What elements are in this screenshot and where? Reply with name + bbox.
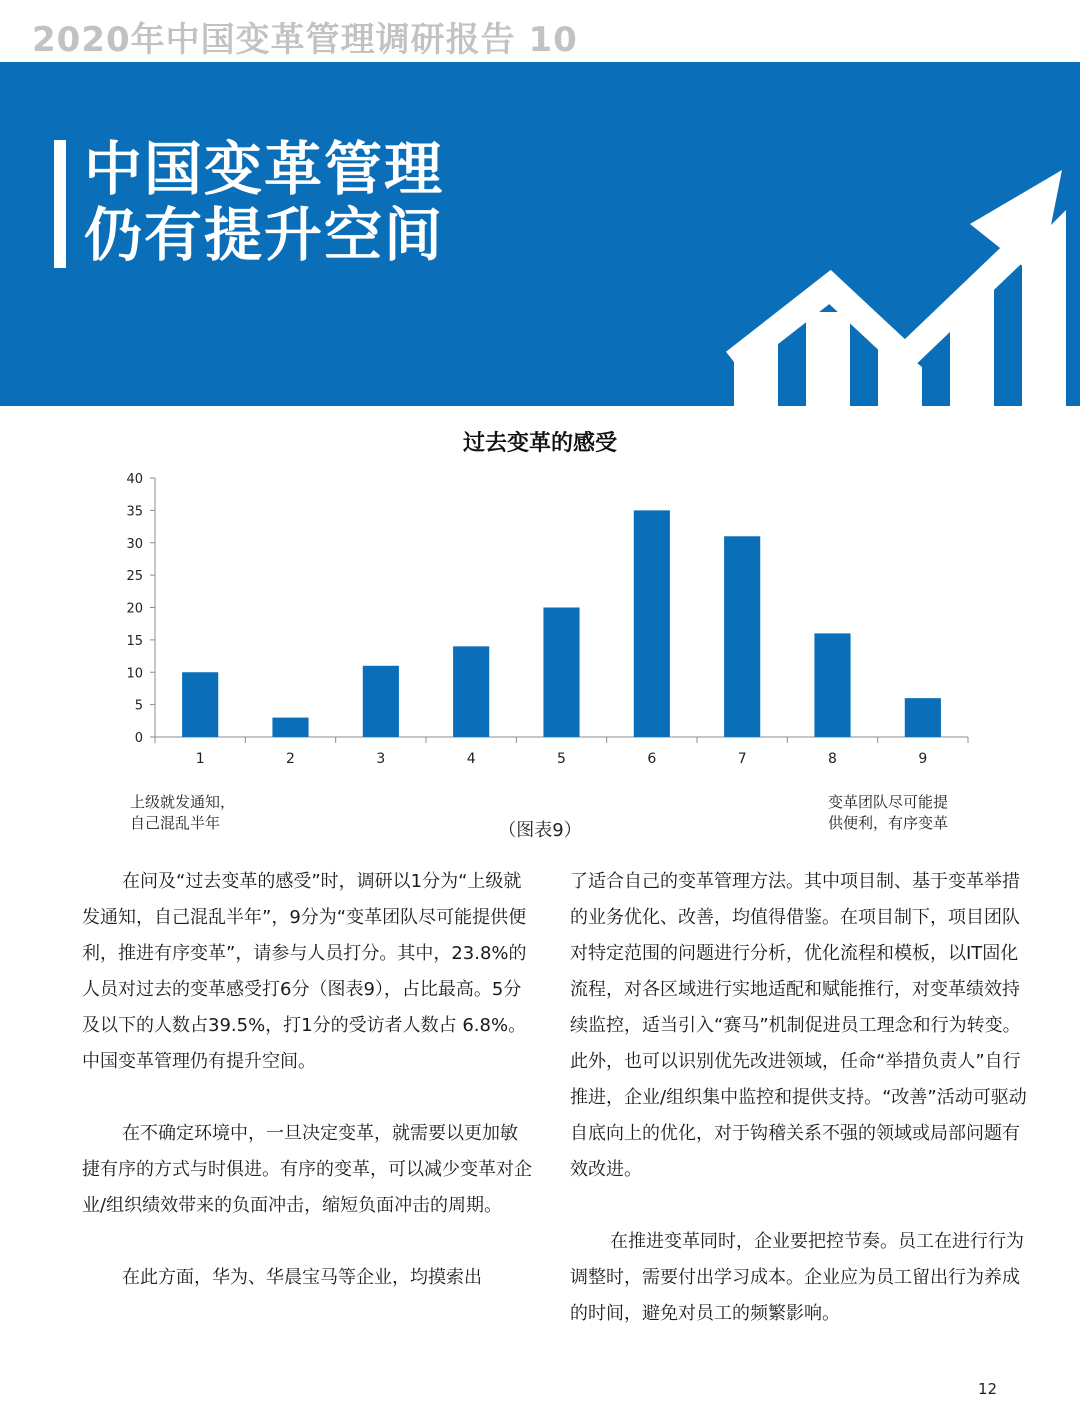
x-tick-label: 3 <box>376 751 386 767</box>
left-paragraph-2: 在不确定环境中，一旦决定变革，就需要以更加敏捷有序的方式与时俱进。有序的变革，可以减少变革对企业/组织绩效带来的负面冲击，缩短负面冲击的周期。 <box>82 1123 532 1216</box>
banner-accent-bar <box>54 140 66 268</box>
chart-note-right-line2: 供便利，有序变革 <box>828 814 949 832</box>
bar <box>182 672 218 737</box>
y-tick-label: 35 <box>126 504 143 520</box>
chart-note-left-line2: 自己混乱半年 <box>130 814 221 832</box>
report-header: 2020年中国变革管理调研报告 10 <box>32 20 578 60</box>
y-tick-label: 30 <box>126 536 143 552</box>
left-column <box>82 864 534 1332</box>
x-tick-label: 8 <box>828 751 837 767</box>
x-tick-label: 1 <box>195 751 205 767</box>
chart-plot <box>0 460 1080 820</box>
bar <box>453 646 489 737</box>
left-paragraph-1: 在问及“过去变革的感受”时，调研以1分为“上级就发通知，自己混乱半年”，9分为“变革团队尽可能提供便利，推进有序变革”，请参与人员打分。其中，23.8%的人员对过去的变革感受打6分（图表9），占比最高。5分及以下的人数占39.5%，打1分的受访者人数占 6.8%。中国变革管理仍有提升空间。 <box>82 871 527 1072</box>
x-tick-label: 4 <box>466 751 476 767</box>
section-title <box>84 136 444 268</box>
x-tick-label: 6 <box>647 751 657 767</box>
chart-title: 过去变革的感受 <box>462 431 617 456</box>
y-tick-label: 25 <box>126 569 143 585</box>
x-tick-label: 9 <box>918 751 928 767</box>
bar <box>905 698 941 737</box>
bar <box>363 666 399 737</box>
x-tick-label: 7 <box>737 751 747 767</box>
y-tick-label: 20 <box>126 601 143 617</box>
y-tick-label: 0 <box>134 731 143 746</box>
right-column <box>570 864 1032 1368</box>
bar <box>814 633 850 737</box>
right-paragraph-2: 在推进变革同时，企业要把控节奏。员工在进行行为调整时，需要付出学习成本。企业应为员工留出行为养成的时间，避免对员工的频繁影响。 <box>570 1231 1024 1324</box>
bar <box>724 536 760 737</box>
y-tick-label: 15 <box>126 633 143 649</box>
left-paragraph-3: 在此方面，华为、华晨宝马等企业，均摸索出 <box>122 1267 482 1288</box>
bar <box>543 608 579 738</box>
y-tick-label: 10 <box>126 666 143 682</box>
right-paragraph-1: 了适合自己的变革管理方法。其中项目制、基于变革举措的业务优化、改善，均值得借鉴。在项目制下，项目团队对特定范围的问题进行分析，优化流程和模板，以IT固化流程，对各区域进行实地适配和赋能推行，对变革绩效持续监控，适当引入“赛马”机制促进员工理念和行为转变。此外，也可以识别优先改进领域，任命“举措负责人”自行推进，企业/组织集中监控和提供支持。“改善”活动可驱动自底向上的优化，对于钩稽关系不强的领域或局部问题有效改进。 <box>570 871 1027 1180</box>
chart-note-right-line1: 变革团队尽可能提 <box>828 793 949 811</box>
section-title-line1: 中国变革管理 <box>84 135 445 203</box>
bar <box>272 718 308 737</box>
section-banner <box>0 62 1080 406</box>
figure-label: （图表9） <box>498 820 582 841</box>
bar-chart <box>0 420 1080 850</box>
bar <box>634 510 670 737</box>
growth-chart-icon <box>720 162 1080 406</box>
section-title-line2: 仍有提升空间 <box>84 201 445 269</box>
y-tick-label: 40 <box>126 472 143 487</box>
page-number: 12 <box>978 1380 998 1398</box>
chart-note-left-line1: 上级就发通知， <box>130 793 236 811</box>
y-tick-label: 5 <box>134 698 143 714</box>
x-tick-label: 2 <box>286 751 295 767</box>
x-tick-label: 5 <box>557 751 566 767</box>
